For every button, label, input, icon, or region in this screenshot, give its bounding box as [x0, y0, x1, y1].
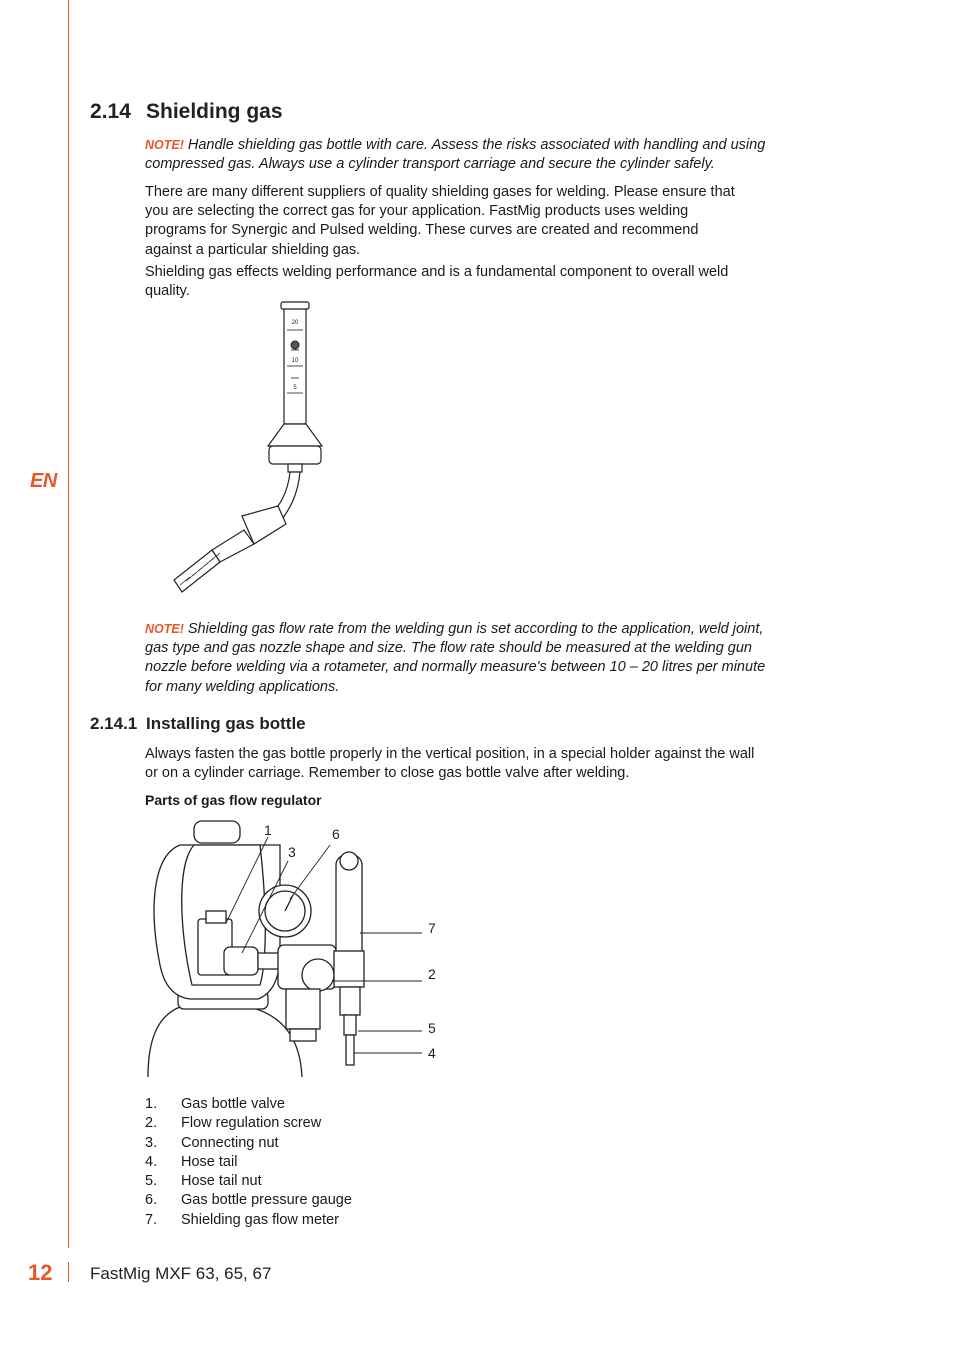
regulator-illustration — [140, 815, 450, 1085]
flow-meter-tube — [336, 855, 362, 965]
list-item: 2. Flow regulation screw — [145, 1115, 322, 1132]
section-number: 2.14 — [90, 100, 131, 123]
callout-5: 5 — [428, 1020, 436, 1036]
list-item: 5. Hose tail nut — [145, 1173, 262, 1190]
subsection-heading — [90, 714, 306, 734]
rotameter-cap — [281, 302, 309, 309]
note-handling — [145, 136, 770, 174]
rotameter-scale-20: 20 — [291, 320, 299, 326]
parts-list — [145, 1095, 352, 1230]
note-text: Handle shielding gas bottle with care. Assess the risks associated with handling and using compressed gas. Always use a cylinder transport carriage and secure the cylinder safely. — [145, 137, 766, 173]
callout-4: 4 — [428, 1045, 436, 1061]
note-flow-rate — [145, 620, 770, 697]
subsection-title: Installing gas bottle — [146, 714, 306, 733]
callout-line-6 — [290, 845, 330, 899]
list-item: 1. Gas bottle valve — [145, 1096, 285, 1112]
subsection-number: 2.14.1 — [90, 714, 138, 733]
callout-6: 6 — [332, 826, 340, 842]
rotameter-scale-5: 5 — [293, 385, 297, 391]
connecting-nut — [224, 947, 258, 975]
section-title: Shielding gas — [146, 100, 283, 123]
list-item: 3. Connecting nut — [145, 1134, 279, 1151]
gun-handle — [212, 530, 254, 562]
note-text: Shielding gas flow rate from the welding gun is set according to the application, weld joint, gas type and gas nozzle shape and size. The flow rate should be measured at the welding gun nozzle before welding via a rotameter, and normally measure's between 10 – 20 litres per minute for many welding applications. — [145, 621, 766, 695]
rotameter-illustration — [160, 300, 360, 600]
rotameter-cone — [268, 424, 322, 446]
callout-2: 2 — [428, 966, 436, 982]
callout-7: 7 — [428, 920, 436, 936]
bottle-valve-cap — [194, 821, 240, 843]
callout-3: 3 — [288, 844, 296, 860]
bottle-shoulder — [148, 1007, 302, 1077]
flow-regulation-screw — [302, 959, 334, 991]
note-label: NOTE! — [145, 622, 184, 636]
rotameter-stem — [288, 464, 302, 472]
parts-title: Parts of gas flow regulator — [145, 792, 322, 808]
hose-tail-nut — [340, 987, 360, 1015]
hose-tail — [346, 1035, 354, 1065]
page-number: 12 — [28, 1260, 53, 1285]
margin-rule — [68, 0, 69, 1248]
callout-1: 1 — [264, 822, 272, 838]
rotameter-scale-10: 10 — [291, 358, 299, 364]
paragraph-suppliers: There are many different suppliers of quality shielding gases for welding. Please ensure that you are selecting the correct gas for your application. FastMig products uses welding programs for Synergic and Pulsed welding. These curves are created and recommend against a particular shielding gas. — [145, 184, 735, 258]
paragraph-install: Always fasten the gas bottle properly in the vertical position, in a special holder against the wall or on a cylinder carriage. Remember to close gas bottle valve after welding. — [145, 746, 755, 782]
footer-product-title: FastMig MXF 63, 65, 67 — [90, 1264, 272, 1283]
rotameter-base — [269, 446, 321, 464]
list-item: 6. Gas bottle pressure gauge — [145, 1192, 352, 1209]
list-item: 4. Hose tail — [145, 1153, 238, 1170]
note-label: NOTE! — [145, 138, 184, 152]
language-tab: EN — [30, 470, 57, 492]
footer-rule — [68, 1262, 69, 1282]
section-heading — [90, 100, 283, 124]
rotameter-float — [291, 341, 299, 349]
gun-hose-sleeve — [174, 550, 220, 592]
list-item: 7. Shielding gas flow meter — [145, 1211, 339, 1228]
paragraph-performance: Shielding gas effects welding performance and is a fundamental component to overall weld quality. — [145, 264, 729, 300]
